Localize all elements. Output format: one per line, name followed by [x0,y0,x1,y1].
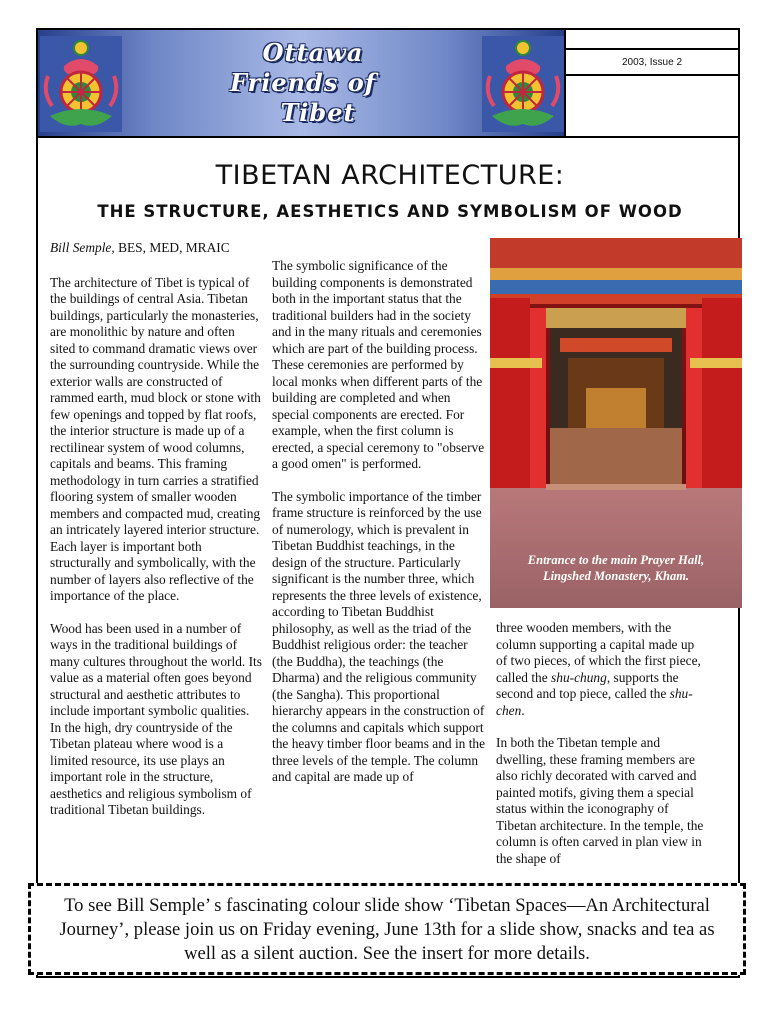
term-shu-chen: shu-chen [496,686,693,718]
dharma-wheel-emblem-icon [482,36,564,132]
dharma-wheel-emblem-icon [40,36,122,132]
paragraph: The architecture of Tibet is typical of the buildings of central Asia. Tibetan buildings, particularly the monasteries, are monolithic by nature and often sited to command dramatic views over the surrounding countryside. While the exterior walls are constructed of rammed earth, mud block or stone with few openings and topped by flat roofs, the interior structure is made up of a rectilinear system of wood columns, capitals and beams. This framing methodology in turn carries a stratified flooring system of smaller wooden members and compacted mud, creating an intricately layered interior structure. Each layer is important both structurally and symbolically, with the number of layers also reflective of the importance of the place. [50,274,261,603]
photo-caption [490,552,742,584]
text-column-3 [496,620,708,883]
paragraph: The symbolic importance of the timber frame structure is reinforced by the use of numerology, which is prevalent in Tibetan Buddhist teachings, in the design of the structure. Particularly significant is the number three, which represents the three levels of existence, according to Tibetan Buddhist philosophy, as well as the triad of the Buddhist religious order: the teacher (the Buddha), the teachings (the Dharma) and the religious community (the Sangha). This proportional hierarchy appears in the construction of the columns and capitals which support the heavy timber floor beams and in the three levels of the temple. The column and capital are made up of [272,488,486,784]
text-column-2 [272,258,486,802]
paragraph-text: , supports the second and top piece, called the [496,669,679,701]
author-credentials: BES, MED, MRAIC [114,240,230,255]
author-byline [50,240,262,257]
paragraph: In both the Tibetan temple and dwelling, these framing members are also richly decorated with carved and painted motifs, giving them a special status within the iconography of Tibetan architecture. In the temple, the column is often carved in plan view in the shape of [496,735,704,866]
paragraph: The symbolic significance of the building components is demonstrated both in the important status that the traditional builders had in the society and in the many rituals and ceremonies which are part of the building process. These ceremonies are performed by local monks when different parts of the building are completed and when special components are erected. For example, when the first column is erected, a special ceremony to "observe a good omen" is performed. [272,258,485,471]
article-subtitle: THE STRUCTURE, AESTHETICS AND SYMBOLISM OF WOOD [97,202,683,221]
prayer-hall-photo [490,238,742,608]
newsletter-page [36,28,740,978]
photo-caption-line: Lingshed Monastery, Kham. [542,569,690,583]
announcement-text: To see Bill Semple’ s fascinating colour slide show ‘Tibetan Spaces—An Architectural Journey’, please join us on Friday evening, June 13th for a slide show, snacks and tea as well as a silent auction. See the insert for more details. [59,895,715,964]
issue-label: 2003, Issue 2 [564,48,740,76]
article-title: TIBETAN ARCHITECTURE: [215,160,565,191]
term-shu-chung: shu-chung [551,669,607,685]
masthead-title-line: Friends of [229,68,377,97]
paragraph-text: . [521,702,525,718]
divider [564,136,740,138]
paragraph: Wood has been used in a number of ways in the traditional buildings of many cultures throughout the world. Its value as a material often goes beyond structural and aesthetic attributes to include important symbolic qualities. In the high, dry countryside of the Tibetan plateau where wood is a limited resource, its use plays an important role in the structure, aesthetics and religious symbolism of traditional Tibetan buildings. [50,620,262,817]
masthead-title-line: Ottawa [262,38,364,67]
author-name: Bill Semple, [50,240,115,255]
masthead-title-line: Tibet [280,98,356,127]
photo-caption-line: Entrance to the main Prayer Hall, [527,553,705,567]
masthead-title [198,38,418,134]
paragraph-text: three wooden members, with the column supporting a capital made up of two pieces, of which the first piece, called the [496,620,701,685]
event-announcement-box [28,883,746,975]
text-column-1 [50,240,262,835]
paragraph [496,620,708,719]
masthead-banner [38,30,566,138]
